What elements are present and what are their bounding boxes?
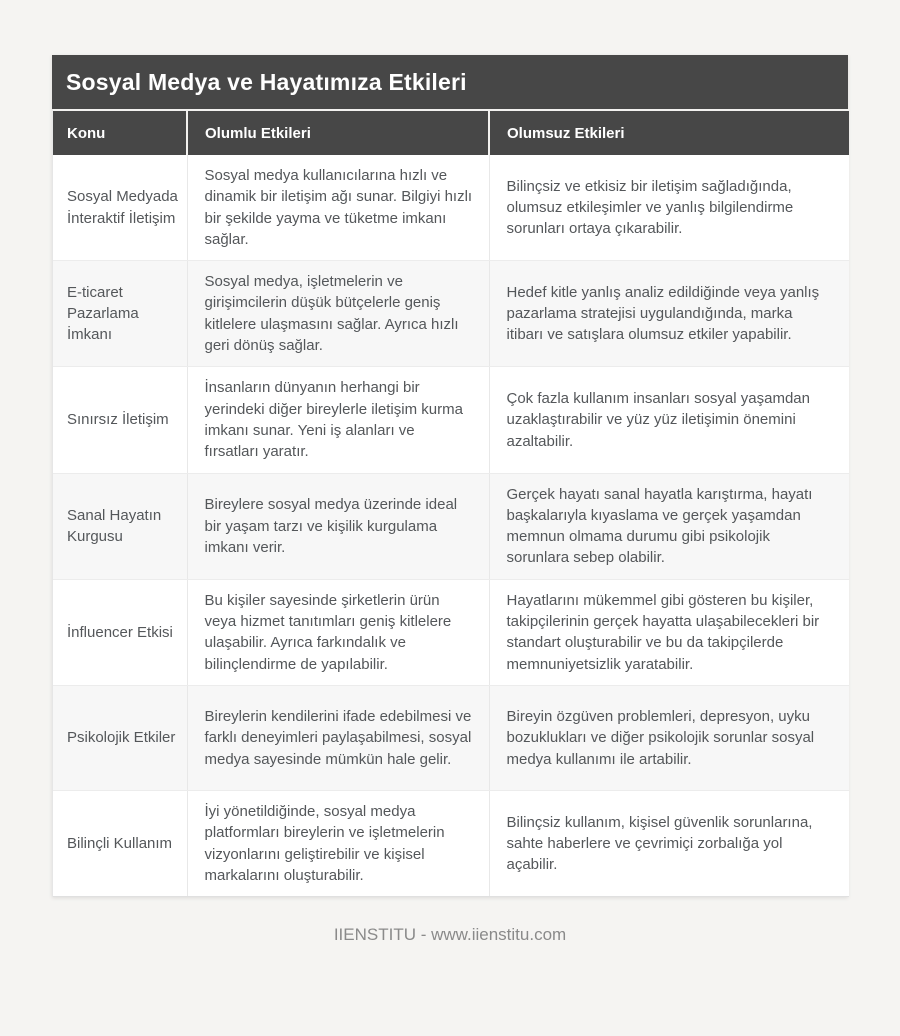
cell-olumlu: İnsanların dünyanın herhangi bir yerindeki diğer bireylerle iletişim kurma imkanı sunar. Yeni iş alanları ve fırsatları yaratır. — [187, 367, 489, 473]
page-title: Sosyal Medya ve Hayatımıza Etkileri — [52, 55, 848, 109]
table-header — [53, 110, 849, 155]
cell-olumlu: Bireylerin kendilerini ifade edebilmesi ve farklı deneyimleri paylaşabilmesi, sosyal medya sayesinde mümkün hale gelir. — [187, 685, 489, 790]
cell-olumsuz: Gerçek hayatı sanal hayatla karıştırma, hayatı başkalarıyla kıyaslama ve gerçek yaşamdan memnun olmama durumu gibi psikolojik sorunlara sebep olabilir. — [489, 473, 849, 579]
column-header-olumlu: Olumlu Etkileri — [187, 110, 489, 155]
cell-olumsuz: Bilinçsiz ve etkisiz bir iletişim sağladığında, olumsuz etkileşimler ve yanlış bilgilendirme sorunları ortaya çıkarabilir. — [489, 155, 849, 261]
effects-table-body — [52, 109, 848, 897]
table-row — [53, 155, 849, 261]
cell-konu: E-ticaret Pazarlama İmkanı — [53, 261, 187, 367]
table-row — [53, 685, 849, 790]
table-row — [53, 790, 849, 896]
column-header-olumsuz: Olumsuz Etkileri — [489, 110, 849, 155]
effects-table — [53, 109, 849, 897]
table-row — [53, 261, 849, 367]
column-header-konu: Konu — [53, 110, 187, 155]
table-row — [53, 473, 849, 579]
table-row — [53, 367, 849, 473]
cell-olumsuz: Bilinçsiz kullanım, kişisel güvenlik sorunlarına, sahte haberlere ve çevrimiçi zorbalığa yol açabilir. — [489, 790, 849, 896]
cell-konu: Bilinçli Kullanım — [53, 790, 187, 896]
cell-olumsuz: Bireyin özgüven problemleri, depresyon, uyku bozuklukları ve diğer psikolojik sorunlar sosyal medya kullanımı ile artabilir. — [489, 685, 849, 790]
cell-olumlu: Sosyal medya kullanıcılarına hızlı ve dinamik bir iletişim ağı sunar. Bilgiyi hızlı bir şekilde yayma ve tüketme imkanı sağlar. — [187, 155, 489, 261]
cell-olumsuz: Hedef kitle yanlış analiz edildiğinde veya yanlış pazarlama stratejisi uygulandığında, marka itibarı ve satışlara olumsuz etkiler yapabilir. — [489, 261, 849, 367]
cell-konu: Psikolojik Etkiler — [53, 685, 187, 790]
effects-table-card — [52, 55, 848, 897]
table-row — [53, 579, 849, 685]
cell-olumlu: Bu kişiler sayesinde şirketlerin ürün veya hizmet tanıtımları geniş kitlelere ulaşabilir. Ayrıca farkındalık ve bilinçlendirme de yapılabilir. — [187, 579, 489, 685]
cell-konu: İnfluencer Etkisi — [53, 579, 187, 685]
cell-olumlu: İyi yönetildiğinde, sosyal medya platformları bireylerin ve işletmelerin vizyonlarını geliştirebilir ve kişisel markalarını oluşturabilir. — [187, 790, 489, 896]
cell-olumsuz: Hayatlarını mükemmel gibi gösteren bu kişiler, takipçilerinin gerçek hayatta ulaşabilecekleri bir standart oluşturabilir ve bu da takipçilerde memnuniyetsizlik yaratabilir. — [489, 579, 849, 685]
cell-konu: Sınırsız İletişim — [53, 367, 187, 473]
cell-olumlu: Sosyal medya, işletmelerin ve girişimcilerin düşük bütçelerle geniş kitlelere ulaşmasını sağlar. Ayrıca hızlı geri dönüş sağlar. — [187, 261, 489, 367]
table-body — [53, 155, 849, 897]
footer-credit: IIENSTITU - www.iienstitu.com — [333, 925, 567, 945]
cell-konu: Sosyal Medyada İnteraktif İletişim — [53, 155, 187, 261]
header-row — [53, 110, 849, 155]
cell-olumsuz: Çok fazla kullanım insanları sosyal yaşamdan uzaklaştırabilir ve yüz yüz iletişimin önemini azaltabilir. — [489, 367, 849, 473]
cell-olumlu: Bireylere sosyal medya üzerinde ideal bir yaşam tarzı ve kişilik kurgulama imkanı verir. — [187, 473, 489, 579]
cell-konu: Sanal Hayatın Kurgusu — [53, 473, 187, 579]
